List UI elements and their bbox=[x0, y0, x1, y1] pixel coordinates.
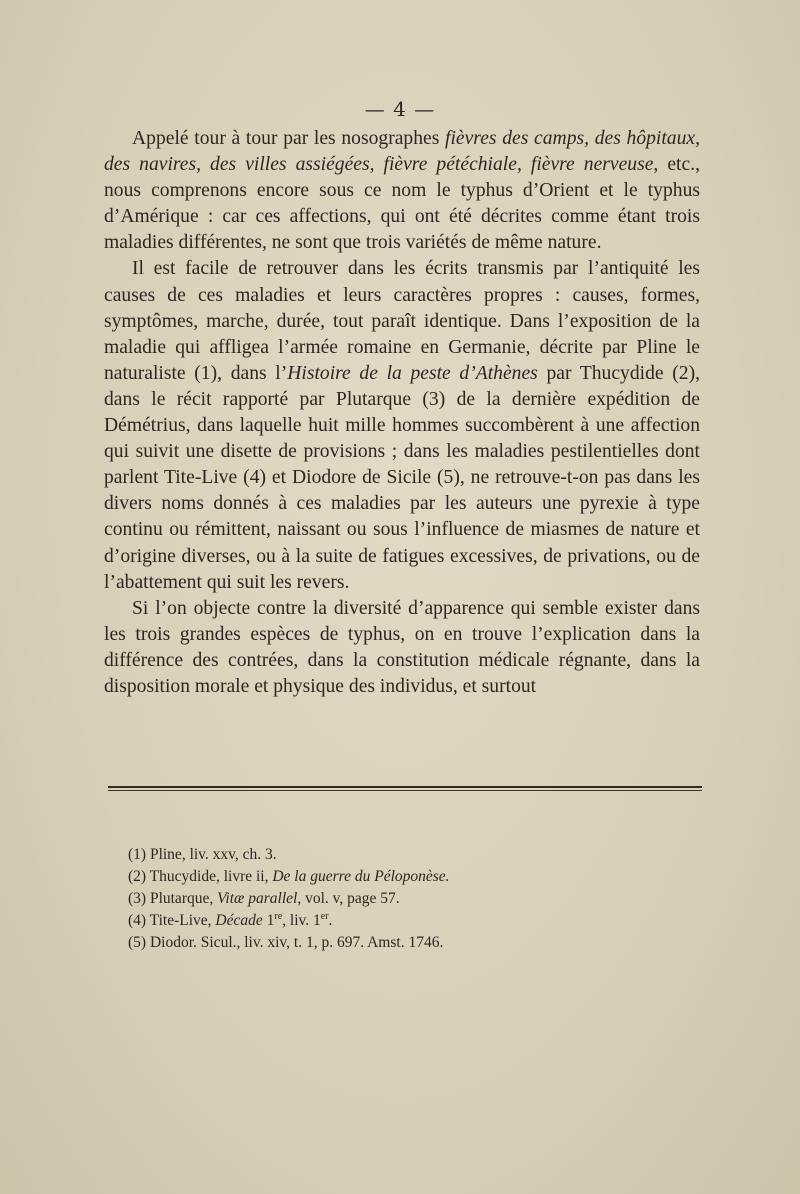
text-run: Diodor. Sicul., liv. xiv, t. 1, p. 697. Amst. 1746. bbox=[146, 934, 444, 951]
footnotes bbox=[128, 844, 688, 954]
separator-line-thin bbox=[108, 790, 702, 791]
footnote bbox=[128, 888, 688, 910]
footnote-number: (2) bbox=[128, 868, 147, 885]
italic-text-run: Histoire de la peste d’Athènes bbox=[287, 362, 538, 384]
footnote bbox=[128, 844, 688, 866]
text-run: 1 bbox=[262, 912, 275, 929]
text-run: re bbox=[274, 910, 283, 922]
footnote-number: (1) bbox=[128, 846, 147, 863]
text-run: , liv. 1 bbox=[282, 912, 321, 929]
paragraph-3 bbox=[104, 596, 700, 700]
footnote-number: (3) bbox=[128, 890, 147, 907]
footnote bbox=[128, 932, 688, 954]
text-run: Si l’on objecte contre la diversité d’apparence qui semble exister dans les trois grandes espèces de typhus, on en trouve l’explication dans la différence des contrées, dans la constitution médicale régnante, dans la disposition morale et physique des individus, et surtout bbox=[104, 597, 700, 697]
footnote-number: (5) bbox=[128, 934, 147, 951]
italic-text-run: Décade bbox=[215, 912, 263, 929]
text-run: Il est facile de retrouver dans les écrits transmis par l’antiquité les causes de ces maladies et leurs caractères propres : causes, formes, symptômes, marche, durée, tout paraît identique. Dans l’exposition de la maladie qui affligea l’armée romaine en Germanie, décrite par Pline le naturaliste (1), dans l’ bbox=[104, 258, 700, 384]
main-text bbox=[104, 126, 700, 700]
paragraph-1 bbox=[104, 126, 700, 256]
text-run: , etc., nous comprenons encore sous ce nom le typhus d’Orient et le typhus d’Amérique : car ces affections, qui ont été décrites comme étant trois maladies différentes, ne sont que trois variétés de même nature. bbox=[104, 154, 700, 254]
paragraph-2 bbox=[104, 256, 700, 595]
footnote bbox=[128, 910, 688, 932]
text-run: Plutarque, bbox=[146, 890, 218, 907]
italic-text-run: fièvres des camps, des hôpitaux, des navires, des villes assiégées, fièvre pétéchiale, fièvre nerveuse bbox=[104, 128, 700, 176]
text-run: Appelé tour à tour par les nosographes bbox=[132, 128, 446, 149]
footnote-separator bbox=[108, 786, 702, 791]
text-run: vol. v, page 57. bbox=[301, 890, 400, 907]
italic-text-run: De la guerre du Péloponèse. bbox=[272, 868, 450, 885]
text-run: par Thucydide (2), dans le récit rapporté par Plutarque (3) de la dernière expédition de Démétrius, dans laquelle huit mille hommes succombèrent à une affection qui suivit une disette de provisions ; dans les maladies pestilentielles dont parlent Tite-Live (4) et Diodore de Sicile (5), ne retrouve-t-on pas dans les divers noms donnés à ces maladies par les auteurs une pyrexie à type continu ou rémittent, naissant ou sous l’influence de miasmes de nature et d’origine diverses, ou à la suite de fatigues excessives, de privations, ou de l’abattement qui suit les revers. bbox=[104, 362, 700, 593]
italic-text-run: Vitæ parallel, bbox=[217, 890, 302, 907]
footnote bbox=[128, 866, 688, 888]
text-run: . bbox=[328, 912, 333, 929]
text-run: er bbox=[320, 910, 329, 922]
page-number: — 4 — bbox=[364, 97, 436, 121]
footnote-number: (4) bbox=[128, 912, 147, 929]
text-run: Thucydide, livre ii, bbox=[146, 868, 273, 885]
text-run: Tite-Live, bbox=[146, 912, 216, 929]
text-run: Pline, liv. xxv, ch. 3. bbox=[146, 846, 277, 863]
separator-line-thick bbox=[108, 786, 702, 788]
